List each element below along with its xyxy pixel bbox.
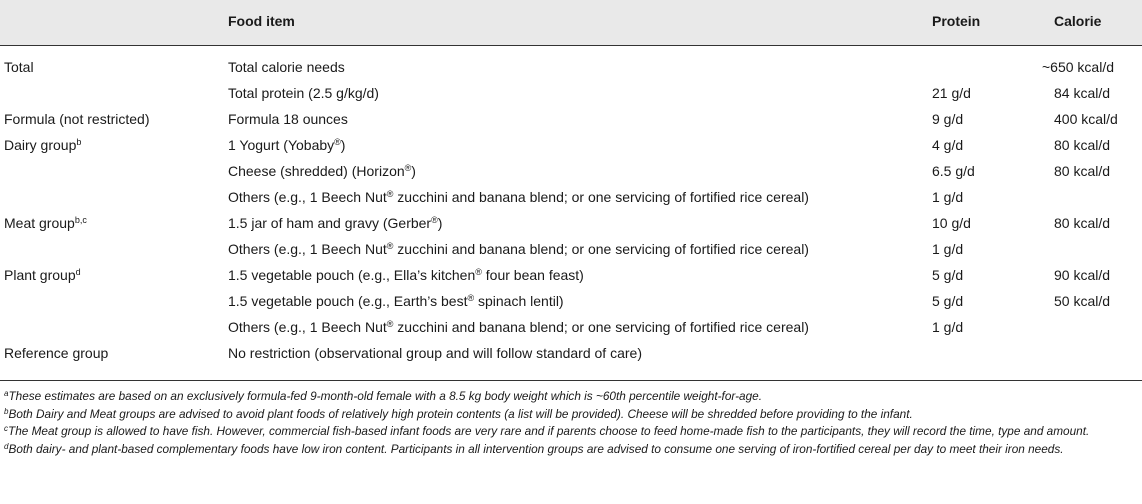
cell-protein: 5 g/d <box>932 293 964 309</box>
footnote-mark: d <box>4 441 9 451</box>
table-row <box>0 158 1142 184</box>
table-row <box>0 54 1142 80</box>
footnote-text: Both dairy- and plant-based complementary foods have low iron content. Participants in all intervention groups are advised to consume one serving of iron-fortified cereal per day to meet their iron needs. <box>8 441 1064 456</box>
registered-mark: ® <box>475 267 482 277</box>
cell-protein: 5 g/d <box>932 267 964 283</box>
food-item-text-tail: four bean feast) <box>481 267 584 283</box>
cell-food-item <box>228 85 379 101</box>
cell-food-item <box>228 215 442 231</box>
footnote-text: Both Dairy and Meat groups are advised to avoid plant foods of relatively high protein contents (a list will be provided). Cheese will be shredded before providing to the infant. <box>8 406 913 421</box>
cell-group <box>4 137 81 153</box>
cell-protein: 10 g/d <box>932 215 971 231</box>
table-row <box>0 262 1142 288</box>
cell-calorie: 80 kcal/d <box>1054 137 1111 153</box>
registered-mark: ® <box>386 319 394 329</box>
table-row <box>0 184 1142 210</box>
footnote <box>4 441 1138 459</box>
table-row <box>0 132 1142 158</box>
table-row <box>0 80 1142 106</box>
food-item-text: Cheese (shredded) (Horizon <box>228 163 405 179</box>
cell-food-item <box>228 319 809 335</box>
food-item-text-tail: spinach lentil) <box>474 293 564 309</box>
food-item-text: No restriction (observational group and will follow standard of care) <box>228 345 642 361</box>
table-row <box>0 106 1142 132</box>
footnote <box>4 423 1138 441</box>
cell-calorie: 80 kcal/d <box>1054 163 1111 179</box>
header-divider <box>0 45 1142 46</box>
cell-food-item <box>228 163 416 179</box>
table-row <box>0 288 1142 314</box>
registered-mark: ® <box>404 163 412 173</box>
cell-food-item <box>228 241 809 257</box>
group-footnote-mark: d <box>75 267 81 277</box>
table-row <box>0 340 1142 366</box>
food-item-text-tail: ) <box>411 163 416 179</box>
food-item-text-tail: ) <box>340 137 346 153</box>
food-item-text-tail: zucchini and banana blend; or one servicing of fortified rice cereal) <box>393 189 809 205</box>
group-footnote-mark: b <box>76 137 82 147</box>
group-label: Total <box>4 59 34 75</box>
footnote-text: These estimates are based on an exclusively formula-fed 9-month-old female with a 8.5 kg body weight which is ~60th percentile weight-for-age. <box>8 389 762 403</box>
food-item-text-tail: zucchini and banana blend; or one servicing of fortified rice cereal) <box>393 319 809 335</box>
registered-mark: ® <box>334 137 341 147</box>
cell-food-item <box>228 111 348 127</box>
cell-group <box>4 111 149 127</box>
cell-group <box>4 59 34 75</box>
food-item-text-tail: zucchini and banana blend; or one servicing of fortified rice cereal) <box>393 241 809 257</box>
cell-food-item <box>228 293 564 309</box>
cell-group <box>4 345 108 361</box>
footnote <box>4 388 1138 406</box>
cell-calorie: 80 kcal/d <box>1054 215 1111 231</box>
table-row <box>0 210 1142 236</box>
cell-food-item <box>228 267 584 283</box>
registered-mark: ® <box>386 189 394 199</box>
footnotes <box>4 388 1138 458</box>
table-bottom-rule <box>0 380 1142 381</box>
cell-group <box>4 267 81 283</box>
cell-group <box>4 215 87 231</box>
registered-mark: ® <box>431 215 438 225</box>
cell-calorie: 400 kcal/d <box>1054 111 1118 127</box>
food-item-text: 1 Yogurt (Yobaby <box>228 137 335 153</box>
header-calorie: Calorie <box>1054 13 1102 29</box>
cell-protein: 21 g/d <box>932 85 971 101</box>
food-item-text: Others (e.g., 1 Beech Nut <box>228 241 387 257</box>
table-row <box>0 314 1142 340</box>
table-row <box>0 236 1142 262</box>
footnote-mark: c <box>4 424 8 434</box>
cell-food-item <box>228 59 345 75</box>
group-label: Plant group <box>4 267 76 283</box>
food-item-text: 1.5 jar of ham and gravy (Gerber <box>228 215 432 231</box>
food-item-text: Total calorie needs <box>228 59 345 75</box>
food-item-text: Total protein (2.5 g/kg/d) <box>228 85 379 101</box>
cell-food-item <box>228 137 345 153</box>
cell-protein: 4 g/d <box>932 137 964 153</box>
cell-protein: 1 g/d <box>932 319 964 335</box>
food-item-text: 1.5 vegetable pouch (e.g., Earth’s best <box>228 293 468 309</box>
registered-mark: ® <box>386 241 394 251</box>
food-item-text: 1.5 vegetable pouch (e.g., Ella’s kitchen <box>228 267 476 283</box>
cell-calorie: 84 kcal/d <box>1054 85 1111 101</box>
food-item-text: Others (e.g., 1 Beech Nut <box>228 189 387 205</box>
header-food-item: Food item <box>228 13 295 29</box>
cell-calorie: ~650 kcal/d <box>1042 59 1114 75</box>
cell-protein: 1 g/d <box>932 189 964 205</box>
cell-protein: 6.5 g/d <box>932 163 975 179</box>
group-label: Dairy group <box>4 137 77 153</box>
cell-protein: 9 g/d <box>932 111 964 127</box>
registered-mark: ® <box>467 293 475 303</box>
group-label: Meat group <box>4 215 75 231</box>
group-label: Formula (not restricted) <box>4 111 150 127</box>
group-footnote-mark: b,c <box>74 215 87 225</box>
cell-food-item <box>228 345 642 361</box>
food-item-text: Formula 18 ounces <box>228 111 348 127</box>
food-item-text-tail: ) <box>437 215 443 231</box>
cell-calorie: 50 kcal/d <box>1054 293 1111 309</box>
footnote-mark: a <box>4 389 9 398</box>
footnote-text: The Meat group is allowed to have fish. However, commercial fish-based infant foods are very rare and if parents choose to feed home-made fish to the participants, they will record the time, type and amount. <box>8 424 1090 439</box>
group-label: Reference group <box>4 345 109 361</box>
table-header <box>0 0 1142 45</box>
footnote <box>4 406 1138 424</box>
cell-calorie: 90 kcal/d <box>1054 267 1111 283</box>
header-protein: Protein <box>932 13 981 29</box>
footnote-mark: b <box>4 406 9 416</box>
cell-protein: 1 g/d <box>932 241 964 257</box>
cell-food-item <box>228 189 809 205</box>
food-item-text: Others (e.g., 1 Beech Nut <box>228 319 387 335</box>
